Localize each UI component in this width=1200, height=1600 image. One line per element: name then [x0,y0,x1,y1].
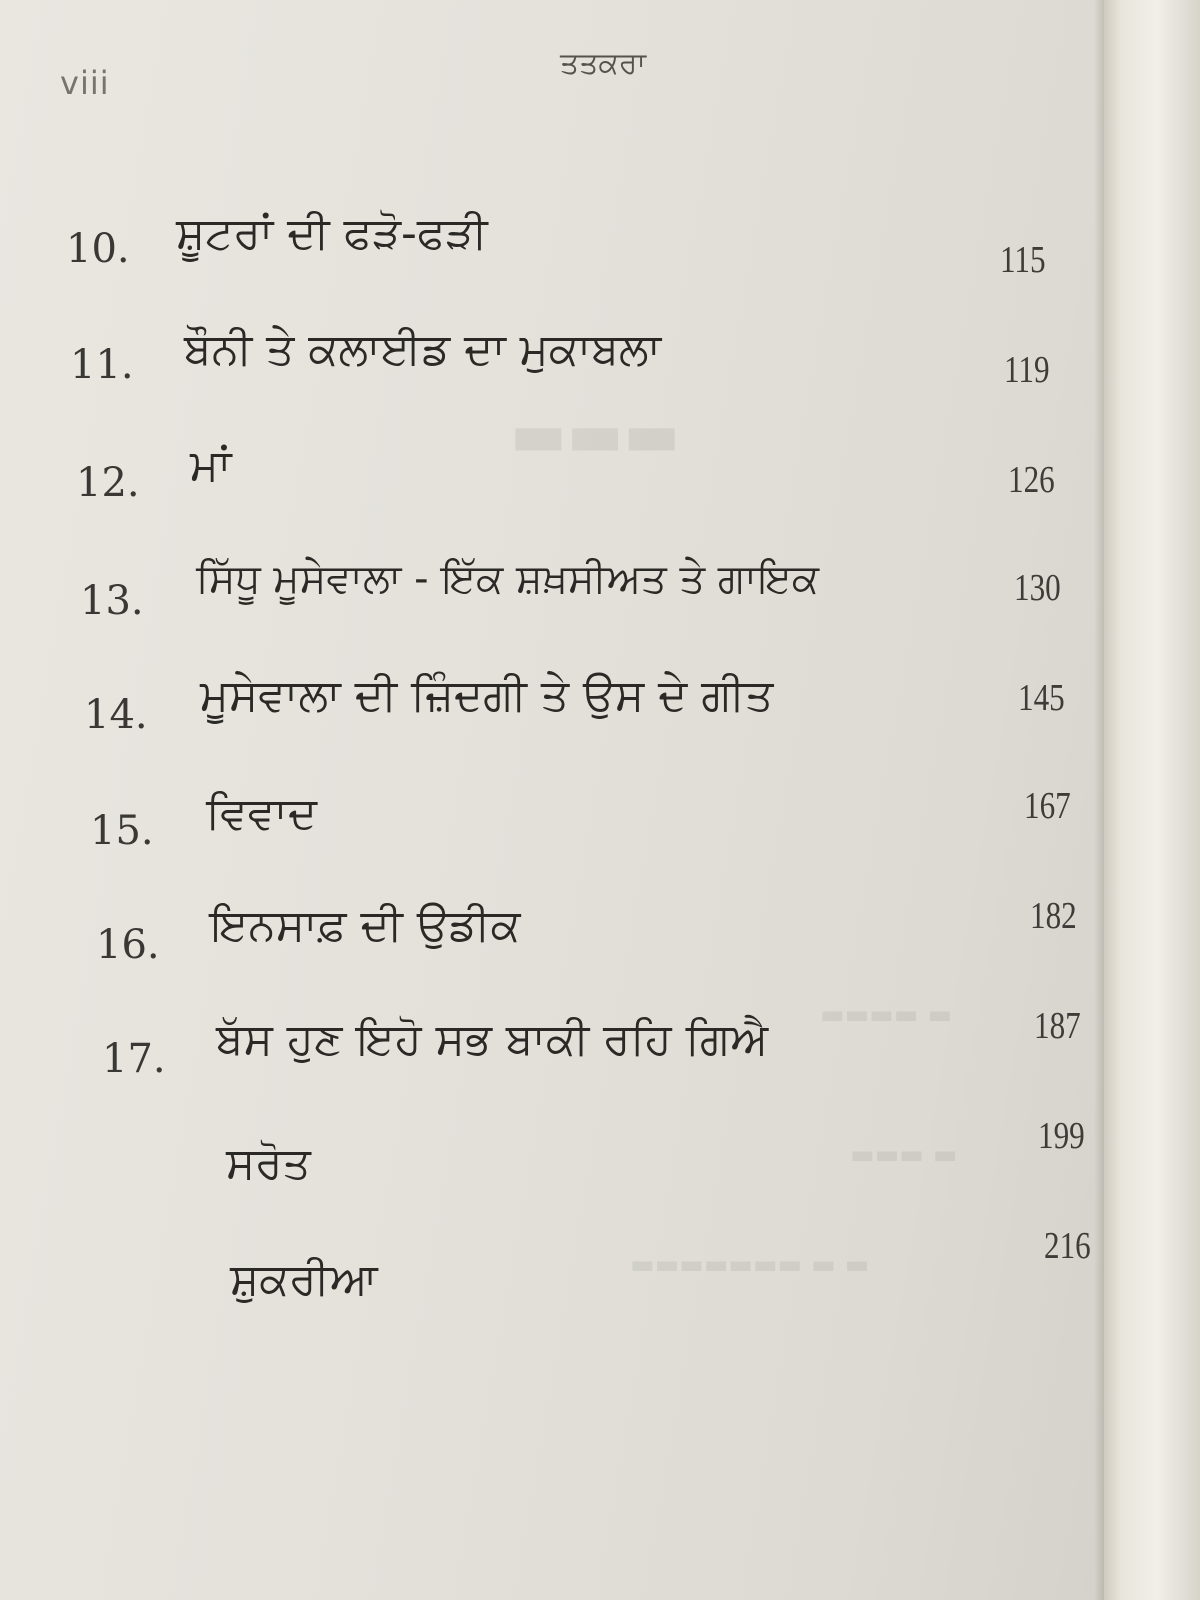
book-page-edge [1104,0,1200,1600]
chapter-page: 119 [1004,349,1050,391]
chapter-page: 167 [1024,785,1071,827]
chapter-title: ਮੂਸੇਵਾਲਾ ਦੀ ਜ਼ਿੰਦਗੀ ਤੇ ਉਸ ਦੇ ਗੀਤ [200,670,774,721]
show-through-text: ▬▬▬ ▬ [850,1140,958,1170]
chapter-number: 16. [96,922,160,968]
show-through-text: ▬▬▬ [510,400,681,470]
page-number: viii [60,64,110,102]
chapter-title: ਸਿੱਧੂ ਮੂਸੇਵਾਲਾ - ਇੱਕ ਸ਼ਖ਼ਸੀਅਤ ਤੇ ਗਾਇਕ [196,556,820,602]
chapter-title: ਸ਼ੂਟਰਾਂ ਦੀ ਫੜੋ-ਫੜੀ [176,208,488,259]
show-through-text: ▬▬▬▬▬▬▬ ▬ ▬ [630,1250,870,1280]
chapter-page: 187 [1034,1005,1081,1047]
chapter-number: 12. [76,460,140,506]
chapter-number: 10. [66,226,130,272]
chapter-title: ਸਰੋਤ [226,1138,311,1189]
chapter-number: 13. [80,578,144,624]
chapter-number: 15. [90,808,154,854]
chapter-page: 145 [1018,677,1065,719]
chapter-number: 17. [102,1036,166,1082]
chapter-page: 115 [1000,239,1046,281]
page-heading: ਤਤਕਰਾ [560,46,647,81]
chapter-page: 130 [1014,567,1061,609]
chapter-title: ਮਾਂ [190,440,232,491]
chapter-number: 11. [70,342,134,388]
chapter-title: ਬੱਸ ਹੁਣ ਇਹੋ ਸਭ ਬਾਕੀ ਰਹਿ ਗਿਐ [216,1014,769,1065]
chapter-title: ਸ਼ੁਕਰੀਆ [230,1254,378,1305]
chapter-title: ਬੌਨੀ ਤੇ ਕਲਾਈਡ ਦਾ ਮੁਕਾਬਲਾ [184,324,662,375]
chapter-page: 216 [1044,1225,1091,1267]
chapter-title: ਇਨਸਾਫ਼ ਦੀ ਉਡੀਕ [210,900,521,951]
chapter-title: ਵਿਵਾਦ [206,788,317,839]
chapter-page: 126 [1008,459,1055,501]
chapter-page: 182 [1030,895,1077,937]
chapter-number: 14. [84,692,148,738]
show-through-text: ▬▬▬▬ ▬ [820,1000,952,1030]
chapter-page: 199 [1038,1115,1085,1157]
